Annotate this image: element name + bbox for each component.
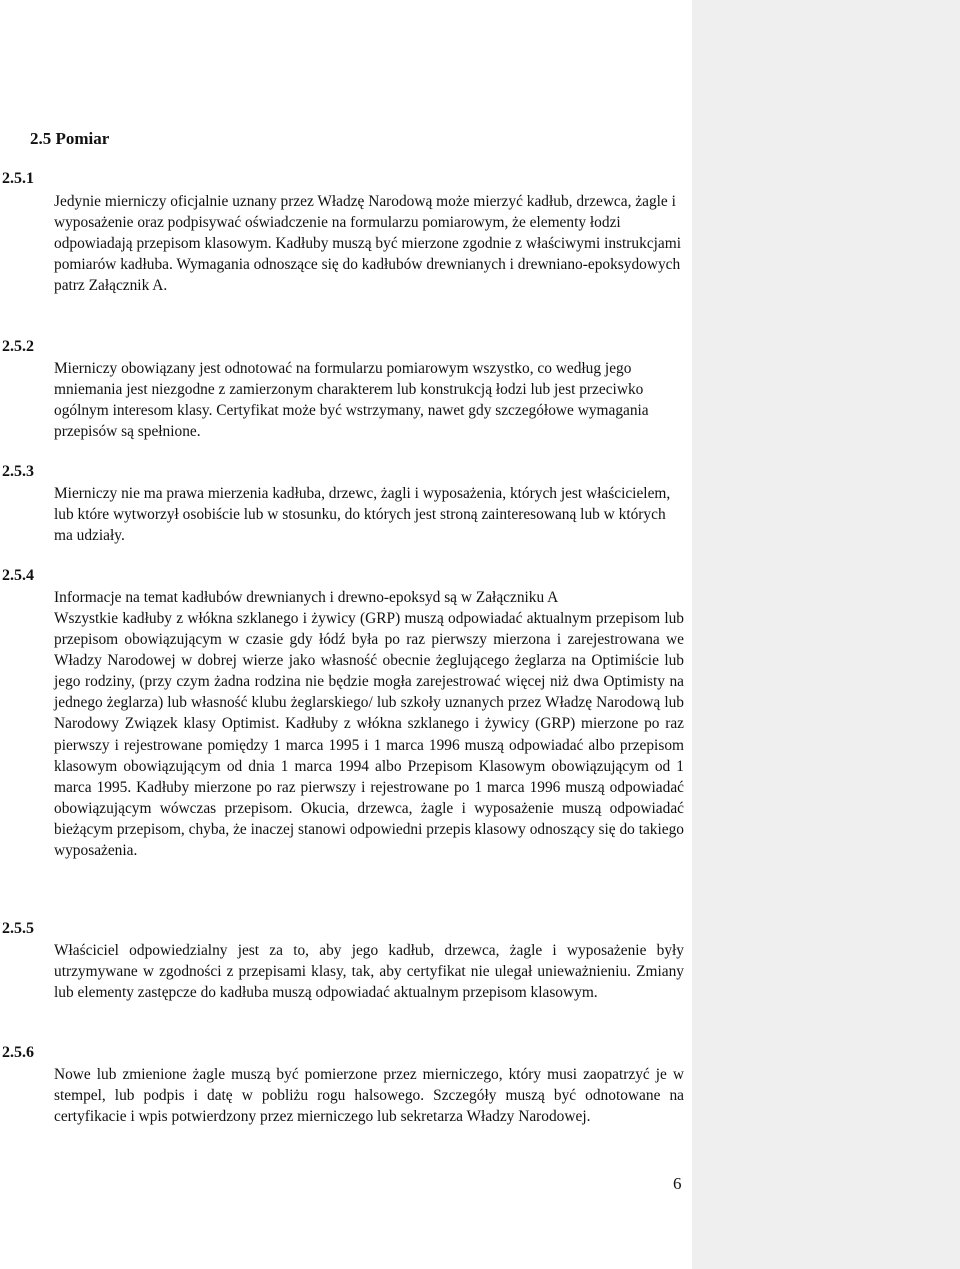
clause-number-2-5-2: 2.5.2: [2, 338, 34, 355]
comment-margin: [692, 0, 960, 1269]
clause-text-2-5-4: Wszystkie kadłuby z włókna szklanego i żywicy (GRP) muszą odpowiadać aktualnym przepisom lub przepisom obowiązującym w czasie gdy łódź była po raz pierwszy mierzona i zarejestrowana we Władzy Narodowej w dobrej wierze jako własność obecnie żeglującego żeglarza na Optimiście lub jego rodziny, (przy czym żadna rodzina nie będzie mogła zarejestrować więcej niż dwa Optimisty na jednego żeglarza) lub własność klubu żeglarskiego/ lub szkoły uznanych przez Władzę Narodową lub Narodowy Związek klasy Optimist. Kadłuby z włókna szklanego i żywicy (GRP) mierzone po raz pierwszy i rejestrowane pomiędzy 1 marca 1995 i 1 marca 1996 muszą odpowiadać albo przepisom klasowym obowiązującym od dnia 1 marca 1994 albo Przepisom Klasowym obowiązującym od 1 marca 1995. Kadłuby mierzone po raz pierwszy i rejestrowane po 1 marca 1996 muszą odpowiadać obowiązującym wówczas przepisom. Okucia, drzewca, żagle i wyposażenie muszą odpowiadać bieżącym przepisom, chyba, że inaczej stanowi odpowiedni przepis klasowy odnoszący się do takiego wyposażenia.: [54, 610, 684, 860]
clause-text-2-5-2: Mierniczy obowiązany jest odnotować na formularzu pomiarowym wszystko, co według jego mniemania jest niezgodne z zamierzonym charakterem lub konstrukcją łodzi lub jest przeciwko ogólnym interesom klasy. Certyfikat może być wstrzymany, nawet gdy szczegółowe wymagania przepisów są spełnione.: [54, 360, 649, 441]
clause-text-2-5-4-intro: Informacje na temat kadłubów drewnianych i drewno-epoksyd są w Załączniku A: [54, 589, 559, 606]
clause-text-2-5-1: Jedynie mierniczy oficjalnie uznany przez Władzę Narodową może mierzyć kadłub, drzewca, żagle i wyposażenie oraz podpisywać oświadczenie na formularzu pomiarowym, że elementy łodzi odpowiadają przepisom klasowym. Kadłuby muszą być mierzone zgodnie z właściwymi instrukcjami pomiarów kadłuba. Wymagania odnoszące się do kadłubów drewnianych i drewniano-epoksydowych patrz Załącznik A.: [54, 193, 682, 295]
clause-number-2-5-5: 2.5.5: [2, 920, 34, 937]
clause-number-2-5-6: 2.5.6: [2, 1044, 34, 1061]
clause-number-2-5-3: 2.5.3: [2, 463, 34, 480]
clause-text-2-5-3: Mierniczy nie ma prawa mierzenia kadłuba, drzewc, żagli i wyposażenia, których jest właścicielem, lub które wytworzył osobiście lub w stosunku, do których jest stroną zainteresowaną lub w których ma udziały.: [54, 485, 671, 545]
clause-number-2-5-1: 2.5.1: [2, 170, 34, 187]
section-heading: 2.5 Pomiar: [30, 129, 110, 148]
clause-text-2-5-6: Nowe lub zmienione żagle muszą być pomierzone przez mierniczego, który musi zaopatrzyć je w stempel, lub podpis i datę w pobliżu rogu halsowego. Szczegóły muszą być odnotowane na certyfikacie i wpis potwierdzony przez mierniczego lub sekretarza Władzy Narodowej.: [54, 1066, 684, 1126]
clause-number-2-5-4: 2.5.4: [2, 567, 34, 584]
page-number: 6: [673, 1174, 682, 1193]
clause-text-2-5-5: Właściciel odpowiedzialny jest za to, aby jego kadłub, drzewca, żagle i wyposażenie były utrzymywane w zgodności z przepisami klasy, tak, aby certyfikat nie ulegał unieważnieniu. Zmiany lub elementy zastępcze do kadłuba muszą odpowiadać aktualnym przepisom klasowym.: [54, 942, 684, 1002]
